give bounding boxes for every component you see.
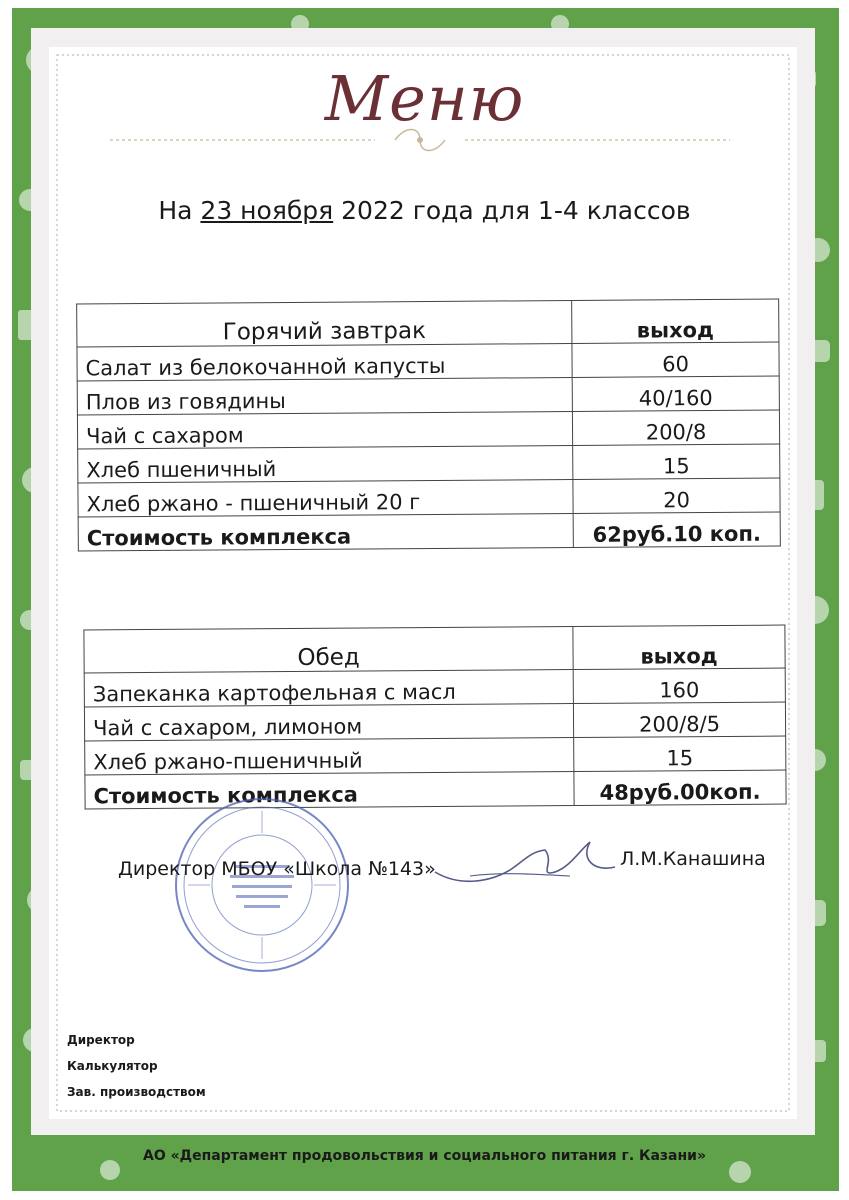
dish-portion: 200/8 <box>572 410 779 445</box>
table-row <box>84 668 785 707</box>
dish-portion: 200/8/5 <box>573 702 785 737</box>
signature-role-production-head: Зав. производством <box>67 1085 206 1099</box>
lunch-table <box>83 625 786 810</box>
lunch-total-value: 48руб.00коп. <box>574 770 786 805</box>
table-header-row <box>84 625 785 673</box>
page-title: Меню <box>324 62 525 135</box>
signature-role-calculator: Калькулятор <box>67 1059 158 1073</box>
dish-name: Салат из белокочанной капусты <box>77 343 572 380</box>
title-ornament <box>110 126 730 156</box>
dish-portion: 20 <box>573 478 780 513</box>
table-header-row <box>77 299 779 347</box>
dish-portion: 15 <box>573 444 780 479</box>
date-suffix: 2022 года для 1-4 классов <box>333 196 691 225</box>
lunch-header: Обед <box>84 627 573 673</box>
organization-footer: АО «Департамент продовольствия и социального питания г. Казани» <box>142 1148 707 1164</box>
breakfast-table <box>76 299 781 552</box>
dish-portion: 15 <box>574 736 786 771</box>
dish-portion: 40/160 <box>572 376 779 411</box>
school-seal <box>172 795 352 975</box>
table-row <box>77 342 779 381</box>
table-row <box>78 478 780 517</box>
table-row <box>77 376 779 415</box>
dish-name: Хлеб ржано - пшеничный 20 г <box>78 479 573 516</box>
breakfast-total-label: Стоимость комплекса <box>78 513 573 550</box>
table-total-row <box>78 512 780 551</box>
table-row <box>85 736 786 775</box>
date-prefix: На <box>158 196 201 225</box>
breakfast-header: Горячий завтрак <box>77 300 572 346</box>
director-signature <box>430 832 620 892</box>
signature-role-director: Директор <box>67 1033 135 1047</box>
dish-name: Плов из говядины <box>77 377 572 414</box>
table-row <box>77 410 779 449</box>
menu-date: 23 ноября <box>200 196 334 225</box>
breakfast-value-header: выход <box>572 299 779 343</box>
dish-portion: 60 <box>572 342 779 377</box>
breakfast-total-value: 62руб.10 коп. <box>573 512 780 547</box>
table-row <box>78 444 780 483</box>
lunch-total-label: Стоимость комплекса <box>85 772 574 809</box>
dish-name: Хлеб ржано-пшеничный <box>85 738 574 775</box>
table-row <box>84 702 785 741</box>
director-label: Директор МБОУ «Школа №143» <box>118 858 436 880</box>
dish-name: Чай с сахаром, лимоном <box>84 704 573 741</box>
dish-name: Хлеб пшеничный <box>78 445 573 482</box>
director-name: Л.М.Канашина <box>620 848 766 870</box>
dish-name: Чай с сахаром <box>77 411 572 448</box>
dish-portion: 160 <box>573 668 785 703</box>
lunch-value-header: выход <box>573 625 785 669</box>
menu-date-line <box>0 196 849 225</box>
dish-name: Запеканка картофельная с масл <box>84 670 573 707</box>
